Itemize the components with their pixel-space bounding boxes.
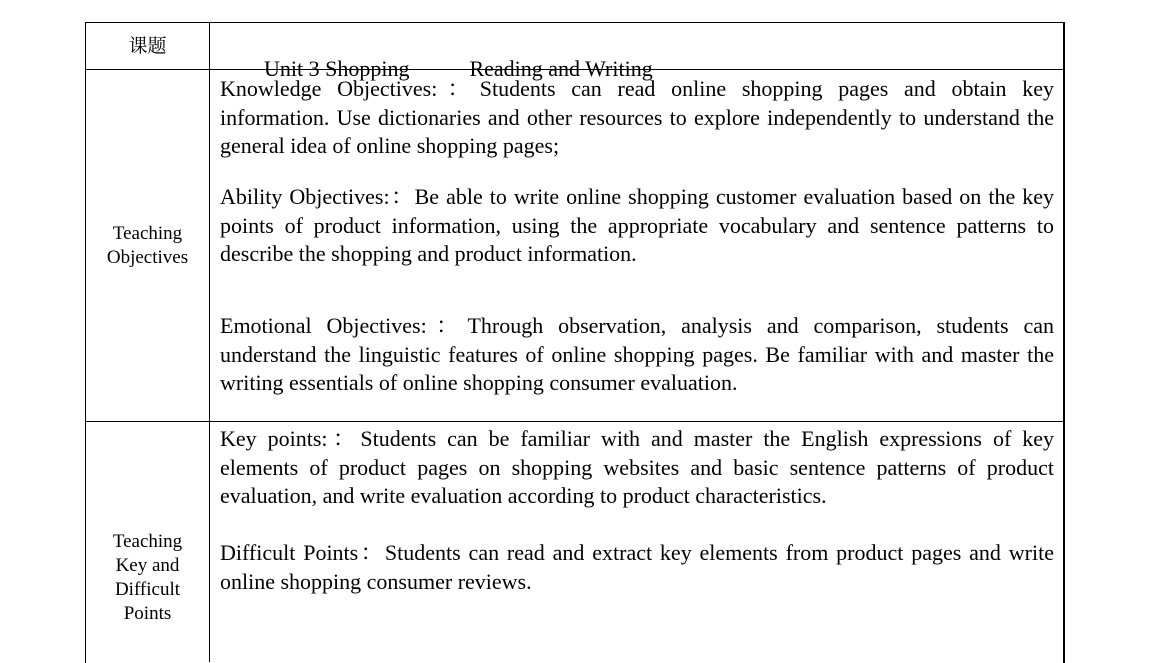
key-points-text: Key points:：Students can be familiar with and master the English expressions of key elements of product pages on shopping websites and basic sentence patterns of product evaluation, and write evaluation according to product characteristics. [220,426,1054,508]
objectives-row [86,70,1063,422]
ability-objectives: Ability Objectives:：Be able to write online shopping customer evaluation based on the key points of product information, using the appropriate vocabulary and sentence patterns to describe the shopping and product information. [220,184,1054,266]
emotional-objectives: Emotional Objectives:：Through observation, analysis and comparison, students can understand the linguistic features of online shopping pages. Be familiar with and master the writing essentials of online shopping consumer evaluation. [220,313,1054,395]
knowledge-objectives: Knowledge Objectives:：Students can read online shopping pages and obtain key information. Use dictionaries and other resources to explore independently to understand the general idea of online shopping pages; [220,76,1054,158]
difficult-points-text: Difficult Points：Students can read and extract key elements from product pages and write online shopping consumer reviews. [220,540,1054,594]
key-points-label-cell [86,422,210,662]
lesson-plan-table [85,22,1065,663]
title-row [86,23,1063,81]
key-points-label: Teaching Key and Difficult Points [112,531,183,624]
key-points-content-cell [210,422,1063,662]
title-content-cell [210,23,1063,81]
title-label: 课题 [128,36,167,57]
unit-title: Unit 3 Shopping [264,56,410,81]
objectives-label-cell [86,70,210,421]
objectives-label: Teaching Objectives [106,222,189,268]
key-points-row [86,422,1063,662]
objectives-content-cell [210,70,1063,421]
title-label-cell [86,23,210,69]
section-title: Reading and Writing [469,56,653,81]
